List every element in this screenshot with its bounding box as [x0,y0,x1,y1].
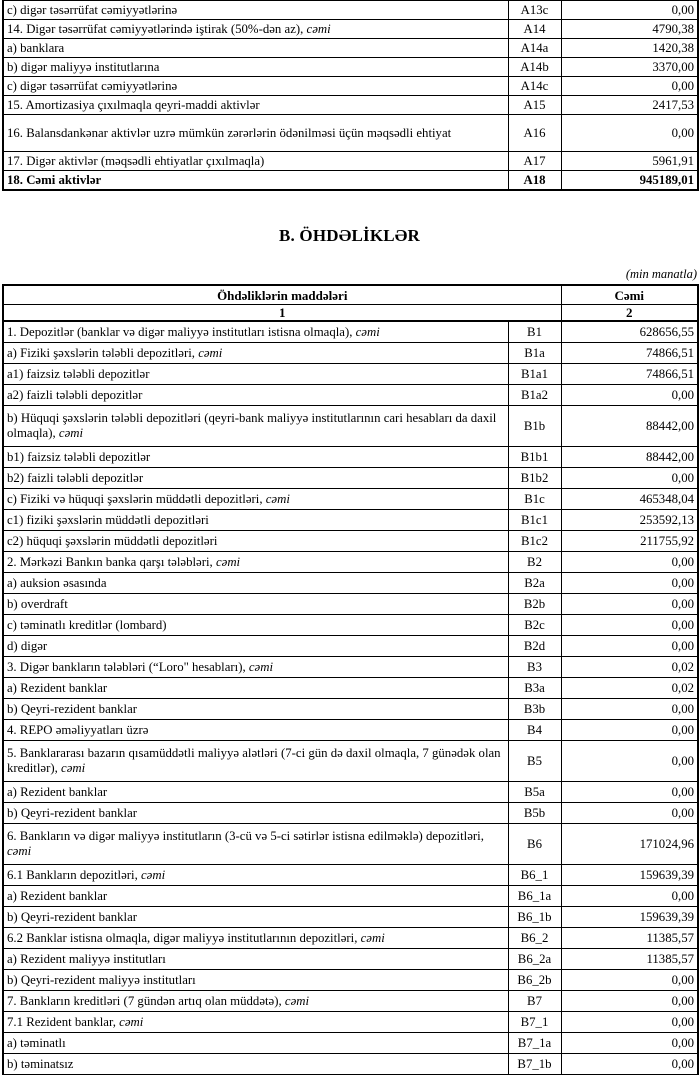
item-label: b) Qeyri-rezident banklar [3,803,508,824]
asset-row [3,96,698,115]
liability-row [3,699,698,720]
header-items-label: Öhdəliklərin maddələri [3,285,561,305]
colnum-total: 2 [561,305,698,322]
item-label: 3. Digər bankların tələbləri (“Loro" hesabları), cəmi [3,657,508,678]
item-value: 0,02 [561,678,698,699]
asset-row [3,77,698,96]
liability-row [3,343,698,364]
liability-row [3,970,698,991]
item-value: 0,00 [561,699,698,720]
assets-table-continuation [2,0,699,191]
asset-row [3,58,698,77]
item-label: b) digər maliyyə institutlarına [3,58,508,77]
item-value: 0,02 [561,657,698,678]
liability-row [3,741,698,782]
item-label: 5. Banklararası bazarın qısamüddətli maliyyə alətləri (7-ci gün də daxil olmaqla, 7 günədək olan kreditlər), cəmi [3,741,508,782]
item-code: B7 [508,991,561,1012]
liability-row [3,720,698,741]
item-code: B2d [508,636,561,657]
item-label: 6. Bankların və digər maliyyə institutların (3-cü və 5-ci sətirlər istisna edilməklə) depozitləri, cəmi [3,824,508,865]
item-label: c) digər təsərrüfat cəmiyyətlərinə [3,77,508,96]
item-value: 0,00 [561,468,698,489]
item-label: 14. Digər təsərrüfat cəmiyyətlərində iştirak (50%-dən az), cəmi [3,20,508,39]
item-code: B1b1 [508,447,561,468]
item-code: B6_1 [508,865,561,886]
liability-row [3,886,698,907]
item-label: 6.1 Bankların depozitləri, cəmi [3,865,508,886]
item-label: a) Rezident banklar [3,678,508,699]
item-value: 0,00 [561,1054,698,1075]
item-label: b) Hüquqi şəxslərin tələbli depozitləri (qeyri-bank maliyyə institutlarının cari hesabları da daxil olmaqla), cəmi [3,406,508,447]
item-label: a) Rezident banklar [3,886,508,907]
item-value: 628656,55 [561,321,698,343]
item-value: 0,00 [561,385,698,406]
item-code: A13c [508,1,561,20]
item-value: 0,00 [561,991,698,1012]
liability-row [3,928,698,949]
item-label: a) banklara [3,39,508,58]
item-label: 18. Cəmi aktivlər [3,171,508,191]
item-value: 211755,92 [561,531,698,552]
item-value: 0,00 [561,573,698,594]
item-label: 2. Mərkəzi Bankın banka qarşı tələbləri, cəmi [3,552,508,573]
item-code: A14c [508,77,561,96]
item-value: 465348,04 [561,489,698,510]
item-value: 0,00 [561,1033,698,1054]
item-label: 6.2 Banklar istisna olmaqla, digər maliyyə institutlarının depozitləri, cəmi [3,928,508,949]
item-value: 88442,00 [561,406,698,447]
liability-row [3,1054,698,1075]
item-code: B1 [508,321,561,343]
liability-row [3,803,698,824]
item-label: a) Fiziki şəxslərin tələbli depozitləri, cəmi [3,343,508,364]
item-label: c2) hüquqi şəxslərin müddətli depozitləri [3,531,508,552]
liability-row [3,510,698,531]
item-label: c1) fiziki şəxslərin müddətli depozitləri [3,510,508,531]
item-label: b) təminatsız [3,1054,508,1075]
item-code: B3b [508,699,561,720]
item-code: B6_2a [508,949,561,970]
item-label: a) Rezident banklar [3,782,508,803]
item-code: B3 [508,657,561,678]
asset-row [3,1,698,20]
asset-row [3,39,698,58]
item-value: 0,00 [561,803,698,824]
header-total-label: Cəmi [561,285,698,305]
item-value: 0,00 [561,636,698,657]
asset-row [3,115,698,152]
liability-row [3,636,698,657]
item-code: A14b [508,58,561,77]
item-value: 0,00 [561,615,698,636]
item-label: a) auksion əsasında [3,573,508,594]
item-value: 0,00 [561,1012,698,1033]
item-value: 0,00 [561,552,698,573]
item-label: a) təminatlı [3,1033,508,1054]
item-code: B6_1b [508,907,561,928]
item-code: B1b2 [508,468,561,489]
item-value: 4790,38 [561,20,698,39]
item-value: 159639,39 [561,865,698,886]
item-code: B6 [508,824,561,865]
liability-row [3,489,698,510]
item-code: B2b [508,594,561,615]
item-code: B4 [508,720,561,741]
item-value: 945189,01 [561,171,698,191]
item-code: B1c2 [508,531,561,552]
item-label: 16. Balansdankənar aktivlər uzrə mümkün zərərlərin ödənilməsi üçün məqsədli ehtiyat [3,115,508,152]
item-label: b) Qeyri-rezident banklar [3,907,508,928]
item-code: B1a [508,343,561,364]
item-label: b2) faizli tələbli depozitlər [3,468,508,489]
item-code: B2a [508,573,561,594]
item-value: 0,00 [561,115,698,152]
item-value: 1420,38 [561,39,698,58]
liability-row [3,321,698,343]
liability-row [3,406,698,447]
item-label: 17. Digər aktivlər (məqsədli ehtiyatlar çıxılmaqla) [3,152,508,171]
item-value: 11385,57 [561,949,698,970]
item-code: B6_1a [508,886,561,907]
liability-row [3,447,698,468]
liability-row [3,364,698,385]
item-code: B1a2 [508,385,561,406]
item-value: 253592,13 [561,510,698,531]
item-value: 0,00 [561,1,698,20]
item-code: B6_2b [508,970,561,991]
item-code: B7_1a [508,1033,561,1054]
item-code: B6_2 [508,928,561,949]
item-value: 3370,00 [561,58,698,77]
item-code: A18 [508,171,561,191]
item-code: A17 [508,152,561,171]
item-code: B2 [508,552,561,573]
item-code: A14a [508,39,561,58]
item-code: B5b [508,803,561,824]
item-code: A15 [508,96,561,115]
asset-row [3,20,698,39]
liability-row [3,594,698,615]
item-value: 0,00 [561,782,698,803]
liability-row [3,824,698,865]
item-label: d) digər [3,636,508,657]
liability-row [3,949,698,970]
item-value: 0,00 [561,970,698,991]
liability-row [3,782,698,803]
item-code: B3a [508,678,561,699]
item-code: B7_1 [508,1012,561,1033]
item-label: 4. REPO əməliyyatları üzrə [3,720,508,741]
item-label: b) Qeyri-rezident banklar [3,699,508,720]
item-label: 7.1 Rezident banklar, cəmi [3,1012,508,1033]
item-value: 74866,51 [561,364,698,385]
item-code: B1c [508,489,561,510]
item-value: 11385,57 [561,928,698,949]
item-label: 1. Depozitlər (banklar və digər maliyyə institutları istisna olmaqla), cəmi [3,321,508,343]
item-value: 159639,39 [561,907,698,928]
item-value: 0,00 [561,741,698,782]
item-value: 171024,96 [561,824,698,865]
asset-row [3,152,698,171]
item-code: B2c [508,615,561,636]
item-value: 74866,51 [561,343,698,364]
item-code: B1b [508,406,561,447]
item-label: c) təminatlı kreditlər (lombard) [3,615,508,636]
unit-note: (min manatla) [625,267,697,281]
liability-row [3,678,698,699]
liability-row [3,1033,698,1054]
liability-row [3,657,698,678]
item-value: 0,00 [561,594,698,615]
item-label: b) overdraft [3,594,508,615]
colnum-items: 1 [3,305,561,322]
item-code: B5a [508,782,561,803]
item-label: a1) faizsiz tələbli depozitlər [3,364,508,385]
liability-row [3,907,698,928]
liability-row [3,468,698,489]
item-label: a2) faizli tələbli depozitlər [3,385,508,406]
asset-row [3,171,698,191]
item-code: B7_1b [508,1054,561,1075]
item-label: b1) faizsiz tələbli depozitlər [3,447,508,468]
liability-row [3,615,698,636]
item-label: 7. Bankların kreditləri (7 gündən artıq olan müddətə), cəmi [3,991,508,1012]
liability-row [3,1012,698,1033]
item-label: a) Rezident maliyyə institutları [3,949,508,970]
item-code: A16 [508,115,561,152]
item-value: 0,00 [561,886,698,907]
item-label: c) digər təsərrüfat cəmiyyətlərinə [3,1,508,20]
item-label: b) Qeyri-rezident maliyyə institutları [3,970,508,991]
liabilities-header-row [3,285,698,305]
liability-row [3,865,698,886]
liability-row [3,385,698,406]
item-value: 2417,53 [561,96,698,115]
liabilities-colnum-row [3,305,698,322]
item-value: 0,00 [561,720,698,741]
liability-row [3,573,698,594]
item-label: c) Fiziki və hüquqi şəxslərin müddətli depozitləri, cəmi [3,489,508,510]
item-value: 5961,91 [561,152,698,171]
section-b-title: B. ÖHDƏLİKLƏR [278,226,421,245]
liability-row [3,531,698,552]
liabilities-table [2,284,699,1075]
liability-row [3,552,698,573]
liability-row [3,991,698,1012]
item-value: 88442,00 [561,447,698,468]
item-code: B5 [508,741,561,782]
item-code: B1a1 [508,364,561,385]
item-label: 15. Amortizasiya çıxılmaqla qeyri-maddi aktivlər [3,96,508,115]
item-code: B1c1 [508,510,561,531]
item-value: 0,00 [561,77,698,96]
item-code: A14 [508,20,561,39]
